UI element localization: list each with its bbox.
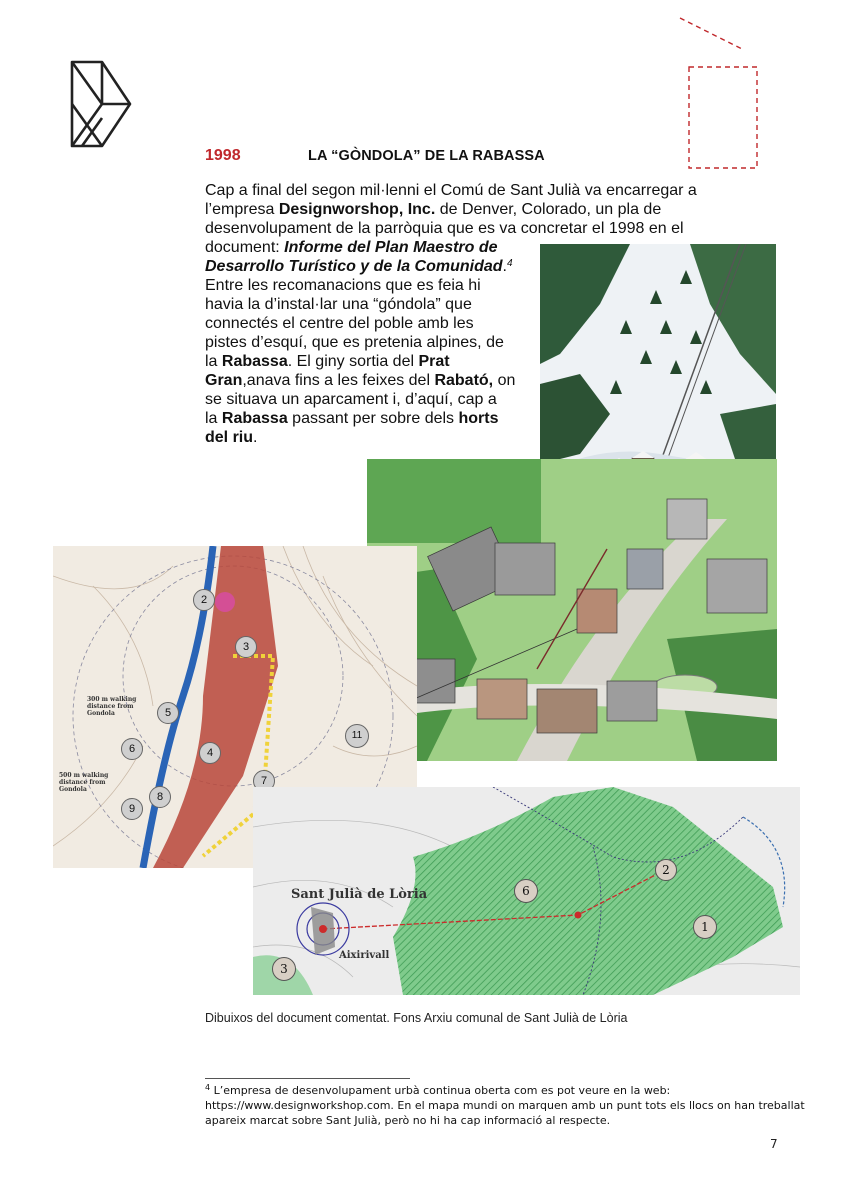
map-marker: 7: [253, 770, 275, 792]
body-line: del riu.: [205, 429, 258, 446]
body-line: havia la d’instal·lar una “góndola” que: [205, 296, 472, 313]
map-marker: 2: [193, 589, 215, 611]
map-marker: 3: [235, 636, 257, 658]
footnote-ref: 4: [507, 258, 513, 269]
town-label: Sant Julià de Lòria: [291, 887, 428, 902]
body-line: Desarrollo Turístico y de la Comunidad.$^4$: [205, 258, 513, 275]
page-number: 7: [770, 1137, 778, 1151]
body-line: document: Informe del Plan Maestro de: [205, 239, 498, 256]
map-marker: 6: [514, 879, 538, 903]
body-line: la Rabassa. El giny sortia del Prat: [205, 353, 450, 370]
footnote-rule: [205, 1078, 410, 1079]
map-marker: 5: [157, 702, 179, 724]
section-year: 1998: [205, 147, 241, 164]
map-marker: 6: [121, 738, 143, 760]
body-line: Cap a final del segon mil·lenni el Comú de Sant Julià va encarregar a: [205, 182, 697, 199]
map-marker: 3: [272, 957, 296, 981]
map-marker: 8: [149, 786, 171, 808]
body-line: Gran,anava fins a les feixes del Rabató, on: [205, 372, 516, 389]
section-title: LA “GÒNDOLA” DE LA RABASSA: [308, 148, 545, 164]
footnote: [205, 1083, 805, 1128]
map-marker: 11: [345, 724, 369, 748]
map-marker: 1: [693, 915, 717, 939]
map-marker: 4: [199, 742, 221, 764]
figure-caption: Dibuixos del document comentat. Fons Arxiu comunal de Sant Julià de Lòria: [205, 1011, 628, 1025]
footnote-line: $^4$ L’empresa de desenvolupament urbà continua oberta com es pot veure en la web:: [205, 1083, 671, 1097]
body-line: Entre les recomanacions que es feia hi: [205, 277, 481, 294]
footnote-line: apareix marcat sobre Sant Julià, però no hi ha cap informació al respecte.: [205, 1114, 611, 1127]
body-line: se situava un aparcament i, d’aquí, cap a: [205, 391, 497, 408]
map-marker: 2: [655, 859, 677, 881]
map-marker: 9: [121, 798, 143, 820]
body-line: connectés el centre del poble amb les: [205, 315, 474, 332]
publisher-logo-icon: [68, 60, 134, 148]
walking-distance-label: 500 m walking distance from Gondola: [59, 772, 109, 793]
body-line: pistes d’esquí, que es pretenia alpines, de: [205, 334, 504, 351]
gondola-route-map: [253, 787, 800, 995]
footnote-number: 4: [205, 1083, 211, 1092]
footnote-line: https://www.designworkshop.com. En el mapa mundi on marquen amb un punt tots els llocs on han treballat: [205, 1099, 805, 1112]
body-line: desenvolupament de la parròquia que es va concretar el 1998 en el: [205, 220, 684, 237]
village-aerial-illustration: [367, 459, 777, 761]
walking-distance-label: 300 m walking distance from Gondola: [87, 696, 137, 717]
dashed-corner-mark-icon: [676, 14, 766, 174]
body-line: la Rabassa passant per sobre dels horts: [205, 410, 499, 427]
body-line: l’empresa Designworshop, Inc. de Denver, Colorado, un pla de: [205, 201, 662, 218]
village-label: Aixirivall: [339, 950, 390, 961]
